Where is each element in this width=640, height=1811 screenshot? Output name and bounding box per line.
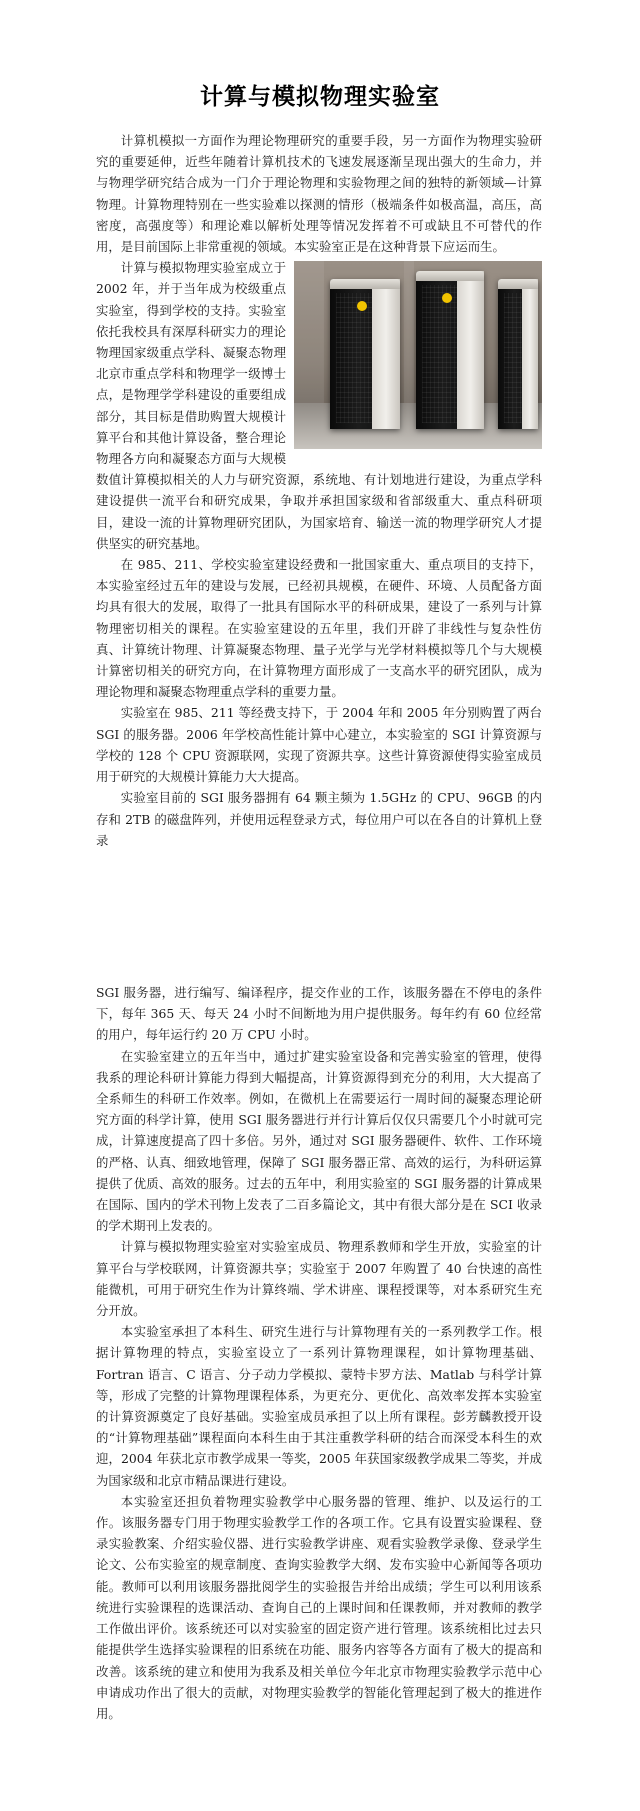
page-title: 计算与模拟物理实验室 (200, 84, 440, 110)
paragraph-sgi-specs: 实验室目前的 SGI 服务器拥有 64 颗主频为 1.5GHz 的 CPU、96GB 的内存和 2TB 的磁盘阵列，并使用远程登录方式，每位用户可以在各自的计算机上登录 (96, 790, 542, 848)
paragraph-lab-founding-text: 计算与模拟物理实验室成立于 2002 年，并于当年成为校级重点实验室，得到学校的支持。实验室依托我校具有深厚科研实力的理论物理国家级重点学科、凝聚态物理北京市重点学科和物理学一级博士点，是物理学学科建设的重要组成部分，其目标是借助购置大规模计算平台和其他计算设备，整合理论物理各方向和凝聚态方面与大规模数值计算模拟相关的人力与研究资源，系统地、有计划地进行建设，为重点学科建设提供一流平台和研究成果，争取并承担国家级和省部级重大、重点科研项目，建设一流的计算物理研究团队，为国家培育、输送一流的物理学研究人才提供坚实的研究基地。 (96, 260, 542, 551)
article-body-part-2 (96, 982, 542, 1724)
paragraph-teaching: 本实验室承担了本科生、研究生进行与计算物理有关的一系列教学工作。根据计算物理的特点，实验室设立了一系列计算物理课程，如计算物理基础、Fortran 语言、C 语言、分子动力学模拟、蒙特卡罗方法、Matlab 与科学计算等，形成了完整的计算物理课程体系，为更充分、更优化、高效率发挥本实验室的计算资源奠定了良好基础。实验室成员承担了以上所有课程。彭芳麟教授开设的“计算物理基础”课程面向本科生由于其注重教学科研的结合而深受本科生的欢迎，2004 年获北京市教学成果一等奖，2005 年获国家级教学成果二等奖，并成为国家级和北京市精品课进行建设。 (96, 1324, 542, 1488)
supercomputer-racks-photo (294, 261, 542, 449)
paragraph-open-access: 计算与模拟物理实验室对实验室成员、物理系教师和学生开放，实验室的计算平台与学校联网，计算资源共享；实验室于 2007 年购置了 40 台快速的高性能微机，可用于研究生作为计算终端、学术讲座、课程授课等，对本系研究生充分开放。 (96, 1239, 542, 1319)
paragraph-development: 在 985、211、学校实验室建设经费和一批国家重大、重点项目的支持下，本实验室经过五年的建设与发展，已经初具规模，在硬件、环境、人员配备方面均具有很大的发展，取得了一批具有国际水平的科研成果，建设了一系列与计算物理密切相关的课程。在实验室建设的五年里，我们开辟了非线性与复杂性仿真、计算统计物理、计算凝聚态物理、量子光学与光学材料模拟等几个与大规模计算密切相关的研究方向，在计算物理方面形成了一支高水平的研究团队，成为理论物理和凝聚态物理重点学科的重要力量。 (96, 557, 542, 700)
paragraph-achievements: 在实验室建立的五年当中，通过扩建实验室设备和完善实验室的管理，使得我系的理论科研计算能力得到大幅提高，计算资源得到充分的利用，大大提高了全系师生的科研工作效率。例如，在微机上在需要运行一周时间的凝聚态理论研究方面的科学计算，使用 SGI 服务器进行并行计算后仅仅只需要几个小时就可完成，计算速度提高了四十多倍。另外，通过对 SGI 服务器硬件、软件、工作环境的严格、认真、细致地管理，保障了 SGI 服务器正常、高效的运行，为科研运算提供了优质、高效的服务。过去的五年中，利用实验室的 SGI 服务器的计算成果在国际、国内的学术刊物上发表了二百多篇论文，其中有很大部分是在 SCI 收录的学术期刊上发表的。 (96, 1048, 542, 1234)
article-body-part-1 (96, 130, 542, 851)
page-break-gap (96, 798, 542, 978)
paragraph-sgi-purchase: 实验室在 985、211 等经费支持下，于 2004 年和 2005 年分别购置了两台 SGI 的服务器。2006 年学校高性能计算中心建立，本实验室的 SGI 计算资源与学校的 128 个 CPU 资源联网，实现了资源共享。这些计算资源使得实验室成员用于研究的大规模计算能力大大提高。 (96, 705, 542, 785)
paragraph-lab-founding (96, 257, 542, 554)
paragraph-server-management: 本实验室还担负着物理实验教学中心服务器的管理、维护、以及运行的工作。该服务器专门用于物理实验教学工作的各项工作。它具有设置实验课程、登录实验教案、介绍实验仪器、进行实验教学讲座、观看实验教学录像、登录学生论文、公布实验室的规章制度、查询实验教学大纲、发布实验中心新闻等各项功能。教师可以利用该服务器批阅学生的实验报告并给出成绩；学生可以利用该系统进行实验课程的选课活动、查询自己的上课时间和任课教师，并对教师的教学工作做出评价。该系统还可以对实验室的固定资产进行管理。该系统相比过去只能提供学生选择实验课程的旧系统在功能、服务内容等各方面有了极大的提高和改善。该系统的建立和使用为我系及相关单位今年北京市物理实验教学示范中心申请成功作出了很大的贡献，对物理实验教学的智能化管理起到了极大的推进作用。 (96, 1493, 542, 1721)
paragraph-intro: 计算机模拟一方面作为理论物理研究的重要手段，另一方面作为物理实验研究的重要延伸，近些年随着计算机技术的飞速发展逐渐呈现出强大的生命力，并与物理学研究结合成为一门介于理论物理和实验物理之间的独特的新领域—计算物理。计算物理特别在一些实验难以探测的情形（极端条件如极高温，高压，高密度，高强度等）和理论难以解析处理等情况发挥着不可或缺且不可替代的作用，是目前国际上非常重视的领域。本实验室正是在这种背景下应运而生。 (96, 133, 542, 255)
paragraph-sgi-specs-continued: SGI 服务器，进行编写、编译程序，提交作业的工作，该服务器在不停电的条件下，每年 365 天、每天 24 小时不间断地为用户提供服务。每年约有 60 位经常的用户，每年运行约 20 万 CPU 小时。 (96, 985, 542, 1043)
